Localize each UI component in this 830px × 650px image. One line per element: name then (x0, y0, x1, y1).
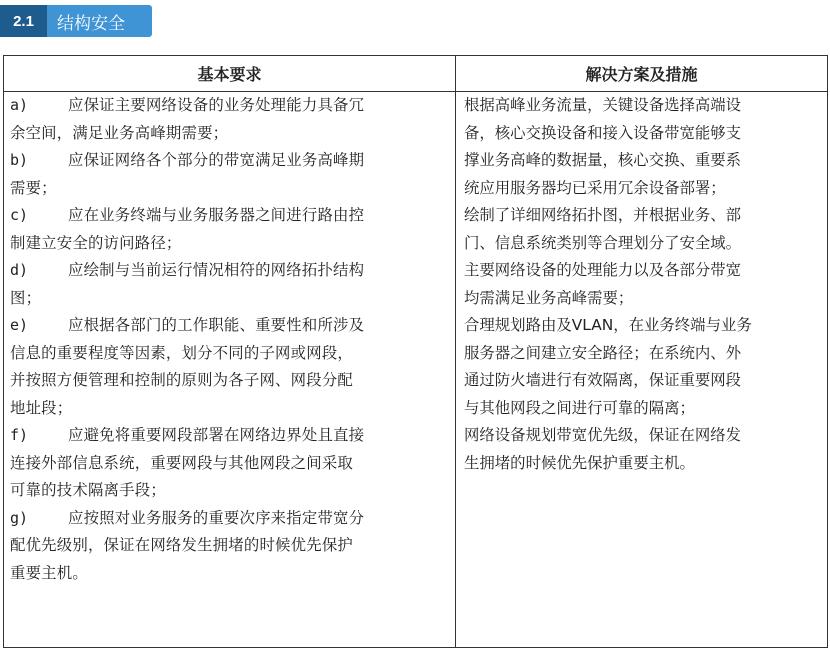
requirement-tag: b) (10, 151, 29, 169)
requirement-line (10, 312, 449, 340)
requirement-line (10, 147, 449, 175)
requirement-tag: g) (10, 508, 29, 527)
requirement-tag: c) (10, 206, 29, 224)
solutions-cell (456, 92, 828, 648)
solution-line: 备，核心交换设备和接入设备带宽能够支 (464, 123, 742, 142)
requirement-line (10, 367, 449, 395)
table-header-row (4, 56, 828, 92)
requirement-line (10, 340, 449, 368)
requirement-tag: d) (10, 261, 29, 279)
table-row (4, 92, 828, 648)
requirement-tag: e) (10, 316, 29, 334)
solution-line: 统应用服务器均已采用冗余设备部署； (464, 178, 726, 197)
requirement-text: 应保证主要网络设备的业务处理能力具备冗 (68, 96, 365, 114)
requirement-tag: a) (10, 96, 29, 114)
requirement-line (10, 92, 449, 120)
requirement-line (10, 505, 449, 533)
solution-line: 与其他网段之间进行可靠的隔离； (464, 398, 695, 417)
requirements-cell (4, 92, 456, 648)
requirement-line (10, 422, 449, 450)
requirement-text: 并按照方便管理和控制的原则为各子网、网段分配 (10, 371, 353, 389)
requirement-line (10, 175, 449, 203)
requirement-text: 重要主机。 (10, 563, 88, 582)
header-basic-requirements: 基本要求 (4, 56, 456, 92)
solution-line: 撑业务高峰的数据量，核心交换、重要系 (464, 151, 742, 169)
section-heading (0, 5, 152, 37)
requirement-line (10, 532, 449, 560)
requirement-line (10, 257, 449, 285)
requirement-line (10, 120, 449, 148)
header-solutions: 解决方案及措施 (456, 56, 828, 92)
requirement-text: 应按照对业务服务的重要次序来指定带宽分 (68, 508, 365, 527)
section-title: 结构安全 (47, 5, 152, 37)
requirement-text: 余空间，满足业务高峰期需要； (10, 123, 229, 142)
solution-line: 根据高峰业务流量，关键设备选择高端设 (464, 96, 742, 114)
requirement-text: 连接外部信息系统，重要网段与其他网段之间采取 (10, 453, 353, 472)
requirement-line (10, 395, 449, 423)
requirement-line (10, 560, 449, 588)
requirement-tag: f) (10, 426, 29, 444)
requirement-text: 应避免将重要网段部署在网络边界处且直接 (68, 426, 365, 444)
requirements-table (3, 55, 828, 648)
requirement-text: 需要； (10, 178, 57, 197)
requirement-text: 应绘制与当前运行情况相符的网络拓扑结构 (68, 261, 365, 279)
requirement-line (10, 285, 449, 313)
requirement-text: 图； (10, 288, 42, 307)
solution-line: 通过防火墙进行有效隔离，保证重要网段 (464, 371, 742, 389)
solution-line: 绘制了详细网络拓扑图，并根据业务、部 (464, 206, 742, 224)
requirement-line (10, 450, 449, 478)
solution-line: 服务器之间建立安全路径；在系统内、外 (464, 343, 742, 362)
requirement-text: 应根据各部门的工作职能、重要性和所涉及 (68, 316, 365, 334)
solution-line: 网络设备规划带宽优先级，保证在网络发 (464, 426, 742, 444)
requirement-text: 制建立安全的访问路径； (10, 233, 182, 252)
requirement-text: 应保证网络各个部分的带宽满足业务高峰期 (68, 151, 365, 169)
requirement-text: 可靠的技术隔离手段； (10, 481, 166, 499)
solution-line: 主要网络设备的处理能力以及各部分带宽 (464, 261, 742, 279)
solution-line: 门、信息系统类别等合理划分了安全域。 (464, 233, 742, 252)
requirement-line (10, 202, 449, 230)
section-number: 2.1 (0, 5, 47, 37)
requirement-text: 应在业务终端与业务服务器之间进行路由控 (68, 206, 365, 224)
solution-line: 生拥堵的时候优先保护重要主机。 (464, 453, 695, 472)
solution-line: 合理规划路由及VLAN，在业务终端与业务 (464, 316, 752, 334)
requirement-line (10, 477, 449, 505)
requirement-text: 地址段； (10, 398, 73, 417)
requirement-text: 信息的重要程度等因素，划分不同的子网或网段， (10, 343, 353, 362)
requirement-line (10, 230, 449, 258)
solution-line: 均需满足业务高峰需要； (464, 288, 634, 307)
requirement-text: 配优先级别，保证在网络发生拥堵的时候优先保护 (10, 536, 353, 554)
